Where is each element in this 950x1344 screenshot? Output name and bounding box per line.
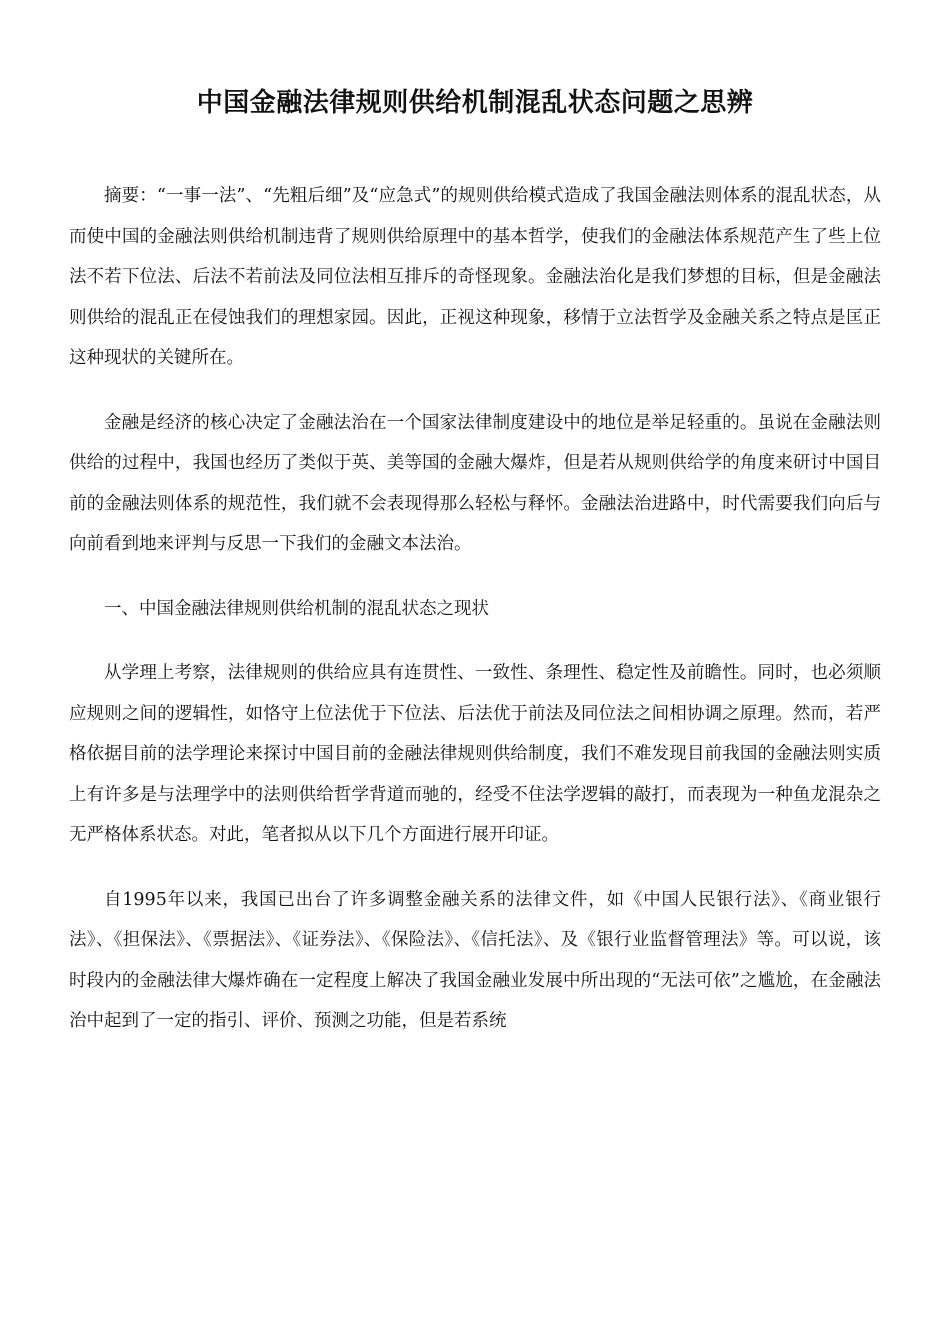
body-paragraph: 金融是经济的核心决定了金融法治在一个国家法律制度建设中的地位是举足轻重的。虽说在金融法则供给的过程中，我国也经历了类似于英、美等国的金融大爆炸，但是若从规则供给学的角度来研讨中国目前的金融法则体系的规范性，我们就不会表现得那么轻松与释怀。金融法治进路中，时代需要我们向后与向前看到地来评判与反思一下我们的金融文本法治。	[69, 412, 881, 554]
page-title: 中国金融法律规则供给机制混乱状态问题之思辨	[196, 88, 754, 118]
document-body	[69, 176, 881, 1066]
abstract-paragraph: 摘要：“一事一法”、“先粗后细”及“应急式”的规则供给模式造成了我国金融法则体系的混乱状态，从而使中国的金融法则供给机制违背了规则供给原理中的基本哲学，使我们的金融法体系规范产生了些上位法不若下位法、后法不若前法及同位法相互排斥的奇怪现象。金融法治化是我们梦想的目标，但是金融法则供给的混乱正在侵蚀我们的理想家园。因此，正视这种现象，移情于立法哲学及金融关系之特点是匡正这种现状的关键所在。	[69, 186, 881, 368]
body-paragraph: 从学理上考察，法律规则的供给应具有连贯性、一致性、条理性、稳定性及前瞻性。同时，也必须顺应规则之间的逻辑性，如恪守上位法优于下位法、后法优于前法及同位法之间相协调之原理。然而，若严格依据目前的法学理论来探讨中国目前的金融法律规则供给制度，我们不难发现目前我国的金融法则实质上有许多是与法理学中的法则供给哲学背道而驰的，经受不住法学逻辑的敲打，而表现为一种鱼龙混杂之无严格体系状态。对此，笔者拟从以下几个方面进行展开印证。	[69, 663, 881, 845]
body-paragraph: 自1995年以来，我国已出台了许多调整金融关系的法律文件，如《中国人民银行法》、《商业银行法》、《担保法》、《票据法》、《证券法》、《保险法》、《信托法》、及《银行业监督管理法》等。可以说，该时段内的金融法律大爆炸确在一定程度上解决了我国金融业发展中所出现的“无法可依”之尴尬，在金融法治中起到了一定的指引、评价、预测之功能，但是若系统	[69, 889, 881, 1031]
section-heading: 一、中国金融法律规则供给机制的混乱状态之现状	[104, 598, 489, 619]
